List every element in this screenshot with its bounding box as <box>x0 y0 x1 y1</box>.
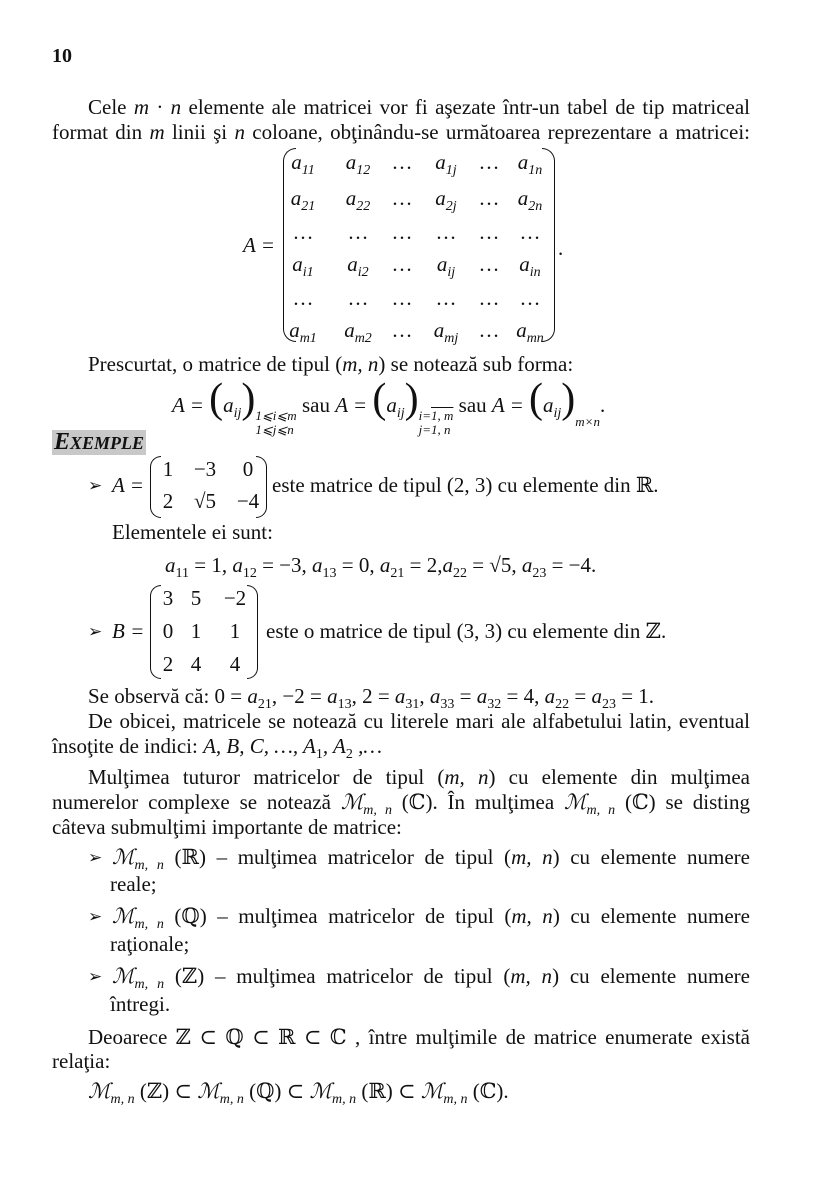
text-segment: 11 <box>175 566 189 581</box>
matrix-cell: 3 <box>162 586 174 610</box>
text-segment: a <box>394 684 406 708</box>
matrix-cell: −2 <box>223 586 247 610</box>
paragraph-line <box>88 95 750 119</box>
text-segment: a <box>429 684 441 708</box>
text-segment: a <box>165 553 176 577</box>
text-segment: = 1. <box>615 684 655 708</box>
text-segment: = 4, <box>501 684 545 708</box>
matrix-cell: $a_{i1}$ <box>292 252 314 280</box>
matrix-cell: $a_{m2}$ <box>344 318 372 346</box>
text-segment: coloane, obţinându-se următoarea reprezentare a matricei: <box>244 120 750 144</box>
right-paren: ) <box>404 376 419 422</box>
bullet-arrow-icon: ➢ <box>88 967 103 986</box>
text-segment: Elementele ei sunt: <box>112 520 273 544</box>
text-segment: n <box>234 120 245 144</box>
heading-initial: E <box>54 429 71 455</box>
text-segment: ) cu elemente numere <box>552 845 750 869</box>
bullet-arrow-icon: ➢ <box>88 907 103 926</box>
text-segment: m, n <box>511 845 553 869</box>
text-segment: ) cu elemente din mulţimea <box>488 765 750 789</box>
right-paren: ) <box>561 376 576 422</box>
text-segment: raţionale; <box>110 932 190 956</box>
matrix-cell: … <box>519 286 541 310</box>
formula-period: . <box>599 393 606 417</box>
paragraph-line <box>88 765 750 789</box>
matrix-cell: 0 <box>162 619 174 643</box>
paragraph-line <box>88 1025 750 1049</box>
text-segment: ) se notează sub forma: <box>378 352 574 376</box>
text-segment: m, n <box>363 803 392 818</box>
element-a: a <box>543 393 554 417</box>
matrix-cell: 0 <box>242 457 254 481</box>
text-segment: = 0, <box>336 553 380 577</box>
text-segment: m, n <box>443 1092 468 1107</box>
text-segment: (ℚ) – mulţimea matricelor de tipul ( <box>163 904 512 928</box>
matrix-cell: 1 <box>190 619 202 643</box>
text-segment: m, n <box>110 1092 135 1107</box>
text-segment: reale; <box>110 872 157 896</box>
text-segment: (ℤ) ⊂ <box>134 1079 198 1103</box>
text-segment: Se observă că: 0 = <box>88 684 248 708</box>
matrix-lhs: B = <box>112 619 145 643</box>
element-a: a <box>223 393 234 417</box>
text-segment: a <box>312 553 323 577</box>
text-segment: = <box>569 684 592 708</box>
text-segment: Mulţimea tuturor matricelor de tipul ( <box>88 765 445 789</box>
matrix-cell: $a_{m1}$ <box>289 318 317 346</box>
example-description <box>272 473 659 497</box>
text-segment: relaţia: <box>52 1049 111 1073</box>
matrix-period: . <box>558 236 564 260</box>
matrix-cell: $a_{in}$ <box>519 252 541 280</box>
bullet-line <box>112 964 750 997</box>
range-i-values: 1, m <box>431 408 454 423</box>
text-segment: (ℂ). În mulţimea <box>391 790 564 814</box>
notation-formula <box>172 378 605 437</box>
element-list <box>165 553 596 586</box>
range-j: j=1, n <box>418 422 451 437</box>
paragraph-line <box>52 734 382 767</box>
matrix-cell: … <box>435 220 457 244</box>
paragraph-line <box>52 815 402 839</box>
word-sau: sau <box>458 393 487 417</box>
left-paren: ( <box>529 376 544 422</box>
matrix-cell: … <box>478 252 500 276</box>
matrix-cell: … <box>478 318 500 342</box>
matrix-cell: 1 <box>162 457 174 481</box>
matrix-cell: $a_{21}$ <box>290 186 316 214</box>
text-segment: a <box>232 553 243 577</box>
matrix-cell: … <box>435 286 457 310</box>
text-segment: 21 <box>257 697 272 712</box>
text-segment: ℳ <box>112 964 135 988</box>
formula-lhs: A = <box>172 393 204 417</box>
bullet-arrow-icon: ➢ <box>88 476 103 495</box>
text-segment: a <box>442 553 453 577</box>
index-ij: ij <box>553 406 562 421</box>
text-segment: ℳ <box>420 1079 444 1103</box>
text-segment: linii şi <box>164 120 235 144</box>
text-segment: numerelor complexe se notează <box>52 790 341 814</box>
matrix-cell: $a_{1j}$ <box>435 150 457 178</box>
text-segment: a <box>544 684 556 708</box>
matrix-cell: −3 <box>193 457 217 481</box>
text-segment: 22 <box>555 697 570 712</box>
text-segment: Cele <box>88 95 134 119</box>
range-i-label: i= <box>418 408 431 423</box>
text-segment: (ℚ) ⊂ <box>243 1079 310 1103</box>
text-segment: ℳ <box>88 1079 111 1103</box>
text-segment: m, n <box>586 803 616 818</box>
matrix-cell: $a_{12}$ <box>345 150 371 178</box>
text-segment: este matrice de tipul (2, 3) cu elemente din ℝ. <box>272 473 659 497</box>
text-segment: ,… <box>352 734 382 758</box>
matrix-cell: … <box>391 150 413 174</box>
matrix-cell: $a_{22}$ <box>345 186 371 214</box>
paragraph-line <box>88 352 573 376</box>
text-segment: · <box>149 95 171 119</box>
text-segment: ℳ <box>564 790 587 814</box>
matrix-cell: 5 <box>190 586 202 610</box>
text-segment: 22 <box>452 566 467 581</box>
text-segment: m <box>149 120 165 144</box>
matrix-lhs: A = <box>243 233 275 257</box>
bullet-arrow-icon: ➢ <box>88 848 103 867</box>
text-segment: De obicei, matricele se notează cu literele mari ale alfabetului latin, eventual <box>88 709 750 733</box>
text-segment: = √5, <box>466 553 522 577</box>
text-segment: m, n <box>134 977 165 992</box>
word-sau: sau <box>301 393 330 417</box>
text-segment: m, n <box>511 904 553 928</box>
heading-rest: XEMPLE <box>70 433 145 453</box>
text-segment: m, n <box>444 765 489 789</box>
matrix-cell: $a_{mn}$ <box>516 318 544 346</box>
dimension <box>575 415 600 429</box>
right-paren: ) <box>241 376 256 422</box>
text-segment: 12 <box>242 566 257 581</box>
text-segment: m, n <box>134 858 164 873</box>
paragraph-line <box>52 1049 110 1073</box>
text-segment: A, B, C, …, A <box>203 734 316 758</box>
index-range-1 <box>255 409 296 437</box>
matrix-cell: … <box>478 220 500 244</box>
text-segment: m, n <box>342 352 379 376</box>
left-paren: ( <box>372 376 387 422</box>
text-segment: = <box>454 684 477 708</box>
text-segment: a <box>591 684 602 708</box>
matrix-cell: … <box>391 220 413 244</box>
index-ij: ij <box>396 406 405 421</box>
dimension-mxn: m×n <box>575 414 600 429</box>
text-segment: 2 <box>345 747 353 762</box>
text-segment: 13 <box>337 697 352 712</box>
text-segment: 33 <box>440 697 455 712</box>
bullet-line <box>110 932 189 956</box>
text-segment: 13 <box>322 566 337 581</box>
text-segment: ) cu elemente numere <box>552 904 750 928</box>
bullet-line <box>112 904 750 937</box>
matrix-lhs: A = <box>112 473 144 497</box>
matrix-cell: … <box>347 220 369 244</box>
text-segment: , 2 = <box>351 684 395 708</box>
matrix-cell: … <box>519 220 541 244</box>
bullet-arrow-icon: ➢ <box>88 622 103 641</box>
example-description <box>266 619 666 643</box>
text-segment: 31 <box>405 697 420 712</box>
matrix-cell: … <box>478 150 500 174</box>
text-segment: , −2 = <box>271 684 328 708</box>
matrix-cell: … <box>391 252 413 276</box>
text-segment: elemente ale matricei vor fi aşezate într-un tabel de tip matriceal <box>181 95 751 119</box>
text-segment: ℳ <box>197 1079 220 1103</box>
text-segment: Deoarece ℤ ⊂ ℚ ⊂ ℝ ⊂ ℂ , între mulţimile de matrice enumerate există <box>88 1025 750 1049</box>
text-segment: a <box>327 684 338 708</box>
matrix-cell: … <box>391 318 413 342</box>
matrix-cell: $a_{mj}$ <box>433 318 459 346</box>
text-segment: 32 <box>487 697 502 712</box>
range-j: 1⩽j⩽n <box>255 422 294 437</box>
text-segment: n <box>170 95 182 119</box>
matrix-cell: … <box>478 186 500 210</box>
paragraph-line <box>52 120 750 144</box>
text-segment: (ℝ) ⊂ <box>356 1079 421 1103</box>
text-segment: = −3, <box>256 553 313 577</box>
text-segment: însoţite de indici: <box>52 734 204 758</box>
matrix-cell: … <box>292 286 314 310</box>
range-i: 1⩽i⩽m <box>255 408 297 423</box>
text-segment: = −4. <box>546 553 597 577</box>
text-segment: a <box>521 553 533 577</box>
page-number: 10 <box>52 45 72 67</box>
text-segment: m, n <box>134 917 164 932</box>
matrix-cell: $a_{i2}$ <box>347 252 369 280</box>
bullet-line <box>110 992 170 1016</box>
text-segment: întregi. <box>110 992 171 1016</box>
text-segment: , <box>419 684 430 708</box>
matrix-cell: 2 <box>162 489 174 513</box>
index-range-2 <box>419 409 454 437</box>
text-segment: (ℂ). <box>467 1079 509 1103</box>
formula-lhs: A = <box>491 393 524 417</box>
matrix-cell: 4 <box>229 652 241 676</box>
matrix-cell: $a_{1n}$ <box>517 150 543 178</box>
matrix-cell: 2 <box>162 652 174 676</box>
matrix-cell: 4 <box>190 652 202 676</box>
text-segment: este o matrice de tipul (3, 3) cu elemente din ℤ. <box>266 619 667 643</box>
text-segment: ℳ <box>112 845 135 869</box>
text-segment: m <box>133 95 149 119</box>
text-segment: , A <box>322 734 346 758</box>
matrix-cell: … <box>391 186 413 210</box>
matrix-cell: … <box>478 286 500 310</box>
left-paren: ( <box>209 376 224 422</box>
inclusion-relation <box>88 1079 509 1112</box>
matrix-cell: $a_{2n}$ <box>517 186 543 214</box>
text-segment: ℳ <box>112 904 135 928</box>
text-segment: m, n <box>510 964 553 988</box>
text-segment: = 2, <box>404 553 443 577</box>
text-segment: m, n <box>331 1092 357 1107</box>
text-segment: = 1, <box>188 553 233 577</box>
examples-heading <box>52 430 146 455</box>
text-segment: format din <box>52 120 150 144</box>
matrix-cell: −4 <box>236 489 260 513</box>
matrix-cell: $a_{11}$ <box>291 150 315 178</box>
bullet-line <box>110 872 157 896</box>
index-ij: ij <box>233 406 242 421</box>
matrix-cell: √5 <box>193 489 217 513</box>
text-segment: 1 <box>315 747 323 762</box>
element-a: a <box>386 393 397 417</box>
text-segment: Prescurtat, o matrice de tipul ( <box>88 352 343 376</box>
matrix-cell: 1 <box>229 619 241 643</box>
text-segment: ) cu elemente numere <box>552 964 750 988</box>
text-segment: (ℤ) – mulţimea matricelor de tipul ( <box>164 964 511 988</box>
paragraph-line <box>112 520 273 544</box>
text-segment: a <box>379 553 391 577</box>
text-segment: m, n <box>219 1092 244 1107</box>
text-segment: (ℂ) se disting <box>615 790 750 814</box>
text-segment: (ℝ) – mulţimea matricelor de tipul ( <box>163 845 512 869</box>
matrix-cell: $a_{ij}$ <box>436 252 456 280</box>
matrix-cell: … <box>292 220 314 244</box>
matrix-cell: $a_{2j}$ <box>435 186 457 214</box>
paragraph-line <box>88 709 750 733</box>
formula-lhs: A = <box>335 393 368 417</box>
text-segment: 21 <box>390 566 405 581</box>
bullet-line <box>112 845 750 878</box>
matrix-cell: … <box>347 286 369 310</box>
text-segment: ℳ <box>340 790 364 814</box>
matrix-cell: … <box>391 286 413 310</box>
text-segment: 23 <box>601 697 616 712</box>
text-segment: 23 <box>532 566 547 581</box>
text-segment: a <box>476 684 488 708</box>
text-segment: câteva submulţimi importante de matrice: <box>52 815 402 839</box>
text-segment: ℳ <box>309 1079 332 1103</box>
text-segment: a <box>247 684 258 708</box>
